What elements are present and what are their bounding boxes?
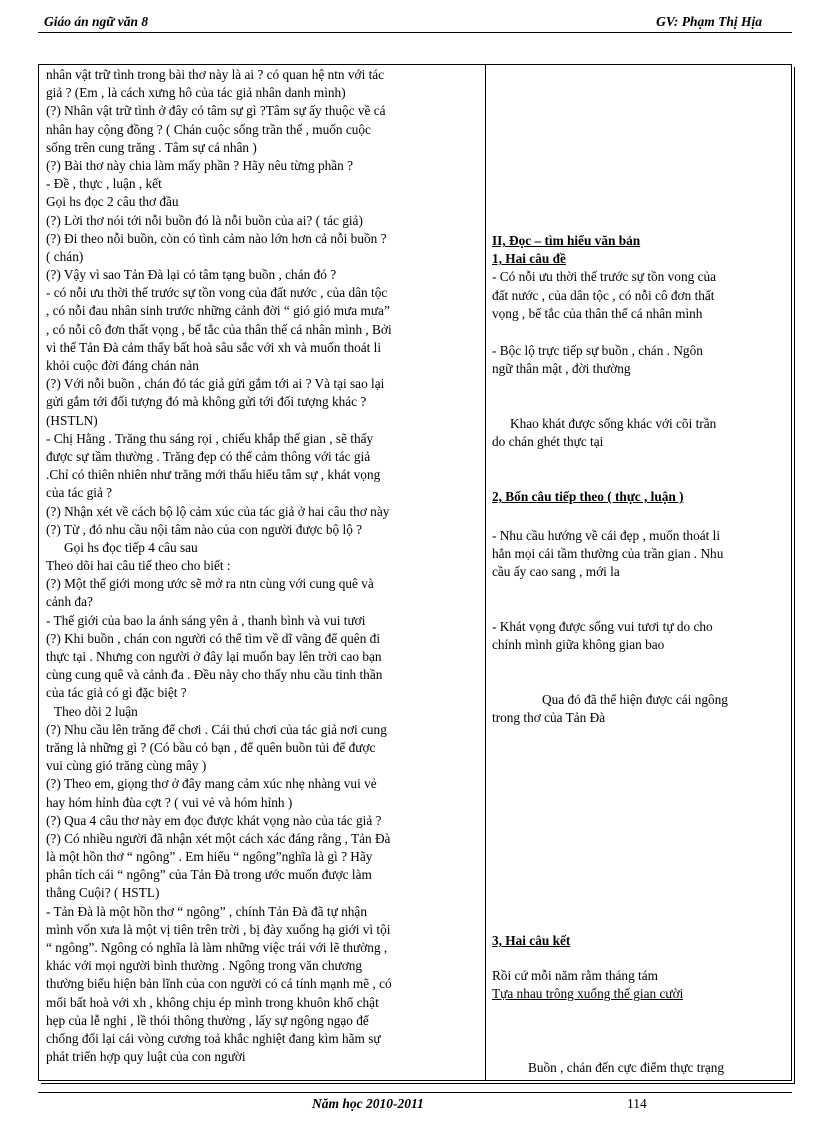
content-column-part2 [492,488,782,506]
left-line: (?) Từ , đó nhu cầu nội tâm nào của con người được bộ lộ ? [46,521,363,537]
part1-line: - Bộc lộ trực tiếp sự buồn , chán . Ngôn [492,343,703,358]
left-line: - Chị Hằng . Trăng thu sáng rọi , chiếu khắp thế gian , sẽ thấy [46,430,374,446]
left-line: (?) Nhận xét về cách bộ lộ cảm xúc của tác giả ở hai câu thơ này [46,503,390,519]
left-line: sống trên cung trăng . Tâm sự cá nhân ) [46,139,257,155]
left-line: thường biểu hiện bản lĩnh của con người có cá tính mạnh mẽ , có [46,976,392,992]
part2-line: cầu ấy cao sang , mới la [492,564,620,580]
left-line: (?) Lời thơ nói tới nỗi buồn đó là nỗi buồn của ai? ( tác giả) [46,212,363,228]
section-title: II, Đọc – tìm hiểu văn bản [492,233,641,248]
left-line: vui cùng gió trăng cùng mây ) [46,758,207,774]
page-number: 114 [627,1096,647,1111]
left-line: , có nỗi đau nhân sinh trước những cảnh đời “ gió gió mưa mưa” [46,303,390,319]
left-line: .Chỉ có thiên nhiên như trăng mới thấu hiểu tâm sự , khát vọng [46,467,381,483]
left-line: - Đề , thực , luận , kết [46,176,162,192]
left-line: phân tích cái “ ngông” của Tản Đà trong ước muốn được làm [46,867,372,883]
left-line: Gọi hs đọc 2 câu thơ đầu [46,194,179,210]
left-line: là một hồn thơ “ ngông” . Em hiểu “ ngông”nghĩa là gì ? Hãy [46,849,373,865]
left-line: (?) Bài thơ này chia làm mấy phần ? Hãy nêu từng phần ? [46,157,354,173]
content-column-part3-last [492,1059,782,1077]
content-column-part2c [492,691,782,727]
left-line: cảnh đa? [46,594,93,610]
left-line: (?) Theo em, giọng thơ ở đây mang cảm xúc nhẹ nhàng vui vẻ [46,776,377,792]
teacher-activity-column [46,66,480,1066]
left-line: (HSTLN) [46,412,98,428]
part1-line: - Có nỗi ưu thời thế trước sự tồn vong của [492,269,717,285]
left-line: vì thế Tản Đà cảm thấy bất hoà sâu sắc với xh và muốn thoát li [46,339,382,355]
footer-school-year: Năm học 2010-2011 [312,1096,424,1111]
left-line: Theo dõi hai câu tiế theo cho biết : [46,558,231,574]
left-line: (?) Một thế giới mong ước sẽ mở ra ntn cùng với cung quê và [46,576,374,592]
part1-summary: do chán ghét thực tại [492,434,604,450]
left-line: được sự tầm thường . Trăng đẹp có thể cảm thông với tác giả [46,448,371,464]
content-column-part3 [492,932,782,950]
left-line: , có nỗi cô đơn thất vọng , bế tắc của thân thế cá nhân mình , Bởi [46,321,392,337]
content-column-part1b [492,342,782,378]
left-line: của tác giả ? [46,485,113,501]
part2-line: - Nhu cầu hướng về cái đẹp , muốn thoát li [492,528,721,543]
left-line: (?) Vậy vì sao Tản Đà lại có tâm tạng buồn , chán đó ? [46,267,337,283]
left-line: phát triển hợp quy luật của con người [46,1049,246,1065]
part1-line: đất nước , của dân tộc , có nỗi cô đơn thất [492,287,715,303]
left-line: khỏi cuộc đời đáng chán nản [46,358,199,373]
poem-line-1: Rồi cứ mỗi năm rằm tháng tám [492,968,658,983]
part2-summary: Qua đó đã thể hiện được cái ngông [542,692,728,707]
header-title: Giáo án ngữ văn 8 [44,14,149,29]
left-line: - có nỗi ưu thời thế trước sự tồn vong của đất nước , của dân tộc [46,285,388,301]
content-column-part1c [492,415,782,451]
left-line: nhân vật trữ tình trong bài thơ này là ai ? có quan hệ ntn với tác [46,67,385,82]
left-line: (?) Qua 4 câu thơ này em đọc được khát vọng nào của tác giả ? [46,812,382,828]
part3-summary: Buồn , chán đến cực điểm thực trạng [528,1060,725,1075]
left-line: khác với mọi người bình thường . Ngông trong văn chương [46,958,363,974]
left-line: - Thế giới của bao la ánh sáng yên ả , thanh bình và vui tươi [46,612,366,628]
part1-heading: 1, Hai câu đề [492,251,566,267]
left-line: hay hóm hỉnh đùa cợt ? ( vui vẻ và hóm hỉnh ) [46,794,293,810]
part2-line: chính mình giữa không gian bao [492,637,665,653]
part2-line: hẳn mọi cái tầm thường của trần gian . Nhu [492,546,724,562]
left-line: (?) Có nhiều người đã nhận xét một cách xác đáng rằng , Tản Đà [46,830,391,846]
left-line: thằng Cuội? ( HSTL) [46,885,160,901]
part2-heading: 2, Bốn câu tiếp theo ( thực , luận ) [492,489,684,504]
part2-summary: trong thơ của Tản Đà [492,710,606,726]
content-column-part1 [492,232,782,323]
part2-line: - Khát vọng được sống vui tươi tự do cho [492,619,713,634]
left-line: của tác giả có gì đặc biệt ? [46,685,187,701]
left-line: mối bất hoà với xh , không chịu ép mình trong khuôn khổ chật [46,994,379,1010]
left-line: (?) Khi buồn , chán con người có thể tìm về dĩ vãng để quên đi [46,630,381,646]
left-line: trăng là những gì ? (Có bầu có bạn , để quên buồn tủi để được [46,739,376,755]
header-teacher: GV: Phạm Thị Hịa [656,14,762,29]
left-line: (?) Đi theo nỗi buồn, còn có tình cảm nào lớn hơn cả nỗi buồn ? [46,230,387,246]
left-line: thực tại . Nhưng con người ở đây lại muốn bay lên trời cao bạn [46,649,382,664]
footer-rule [38,1092,792,1093]
left-line: Gọi hs đọc tiếp 4 câu sau [64,539,198,555]
left-line: mình vốn xưa là một vị tiên trên trời , bị đày xuống hạ giới vì tội [46,921,391,937]
left-line: (?) Nhân vật trữ tình ở đây có tâm sự gì ?Tâm sự ấy thuộc về cá [46,103,386,119]
left-line: - Tản Đà là một hồn thơ “ ngông” , chính Tản Đà đã tự nhận [46,903,367,919]
content-column-part2a [492,527,782,582]
part1-line: vọng , bế tắc của thân thế cá nhân mình [492,305,703,321]
column-divider [485,64,486,1081]
left-line: nhân hay cộng đồng ? ( Chán cuộc sống trần thế , muốn cuộc [46,121,371,137]
content-column-part2b [492,618,782,654]
part1-line: ngữ thân mật , đời thường [492,361,631,377]
left-line: (?) Với nỗi buồn , chán đó tác giả gửi gắm tới ai ? Và tại sao lại [46,376,385,392]
poem-line-2: Tựa nhau trông xuống thế gian cười [492,986,684,1002]
part1-summary: Khao khát được sống khác với cõi trần [510,416,717,431]
left-line: (?) Nhu cầu lên trăng để chơi . Cái thú chơi của tác giả nơi cung [46,721,387,737]
left-line: hẹp của lễ nghi , lề thói thông thường , lấy sự ngông ngạo để [46,1012,369,1028]
left-line: cùng cung quê và cảnh đa . Đều này cho thấy nhu cầu tinh thần [46,667,383,683]
left-line: giả ? (Em , là cách xưng hô của tác giả nhân danh mình) [46,85,346,101]
header-rule [38,32,792,33]
left-line: ( chán) [46,248,84,264]
content-column-part3-poem [492,967,782,1009]
left-line: Theo dõi 2 luận [54,703,138,719]
left-line: “ ngông”. Ngông có nghĩa là làm những việc trái với lẽ thường , [46,940,388,955]
left-line: chống đối lại cái vòng cương toả khắc nghiệt đang kìm hãm sự [46,1030,381,1046]
left-line: gửi gắm tới đối tượng đó mà không gửi tới đối tượng khác ? [46,394,367,410]
part3-heading: 3, Hai câu kết [492,933,571,948]
